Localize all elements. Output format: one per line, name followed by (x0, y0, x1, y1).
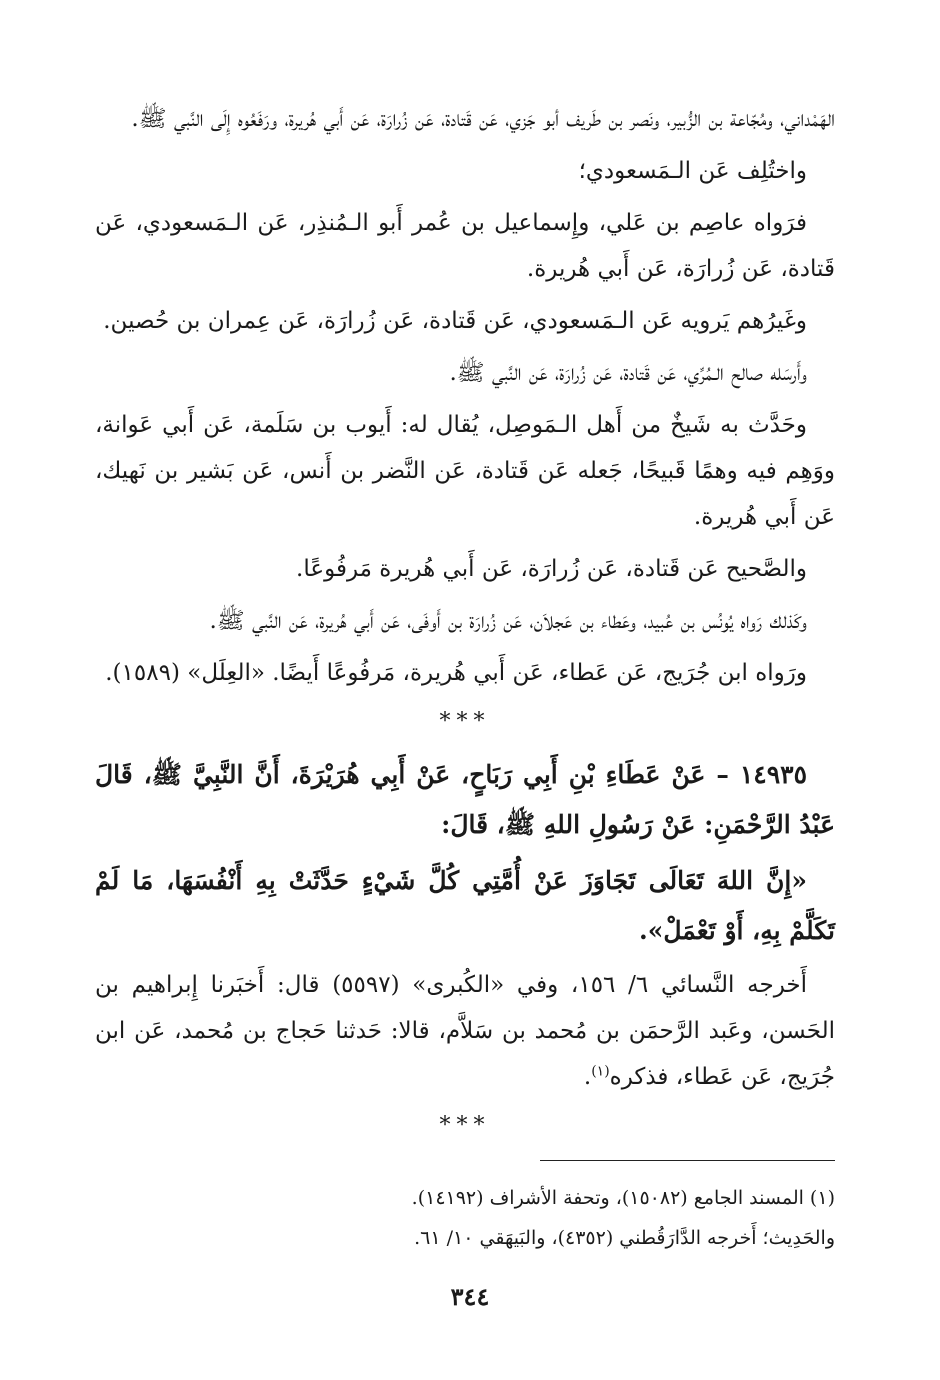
footnote: (١) المسند الجامع (١٥٠٨٢)، وتحفة الأشراف (١٤١٩٢). (411, 1187, 835, 1209)
paragraph: والصَّحيح عَن قَتادة، عَن زُرارَة، عَن أَبي هُريرة مَرفُوعًا. (296, 556, 807, 582)
paragraph: وأَرسَله صالح الـمُرِّي، عَن قَتادة، عَن زُرارَة، عَن النَّبي ﷺ. (449, 360, 807, 386)
section-separator: *** (439, 1113, 491, 1138)
hadith-isnad: – عَنْ عَطَاءِ بْنِ أَبِي رَبَاحٍ، عَنْ أَبِي هُرَيْرَةَ، أَنَّ النَّبِيَّ ﷺ، قَالَ عَبْدُ الرَّحْمَنِ: عَنْ رَسُولِ اللهِ ﷺ، قَالَ: (95, 760, 835, 839)
paragraph: واختُلِف عَن الـمَسعودي؛ (578, 158, 807, 184)
takhrij-paragraph (95, 962, 835, 1100)
page-number: ٣٤٤ (450, 1282, 490, 1311)
hadith-text: «إِنَّ اللهَ تَعَالَى تَجَاوَزَ عَنْ أُمَّتِي كُلَّ شَيْءٍ حَدَّثَتْ بِهِ أَنْفُسَهَا، مَا لَمْ تَكَلَّمْ بِهِ، أَوْ تَعْمَلْ». (95, 866, 835, 945)
main-text (95, 96, 835, 1154)
paragraph: ورَواه ابن جُرَيج، عَن عَطاء، عَن أَبي هُريرة، مَرفُوعًا أَيضًا. «العِلَل» (١٥٨٩). (105, 660, 807, 686)
footnote-ref[interactable]: (١) (591, 1063, 610, 1080)
hadith-heading (95, 750, 835, 850)
paragraph: الهَمْداني، ومُجّاعة بن الزُّبير، ونَصر بن طَريف أبو جَزي، عَن قَتادة، عَن زُرارَة، عَن أَبي هُريرة، ورَفَعُوه إِلَى النَّبي ﷺ. (131, 106, 835, 132)
takhrij-end: . (583, 1064, 592, 1090)
footnote: والحَدِيث؛ أَخرجه الدَّارَقُطني (٤٣٥٢)، والبَيهَقي ١٠/ ٦١. (414, 1227, 835, 1249)
footnotes (110, 1178, 835, 1258)
paragraph: وغَيرُهم يَرويه عَن الـمَسعودي، عَن قَتادة، عَن زُرارَة، عَن عِمران بن حُصين. (103, 308, 807, 334)
paragraph: وكَذلك رَواه يُونُس بن عُبيد، وعَطاء بن عَجلاَن، عَن زُرارَة بن أَوفَى، عَن أَبي هُريرة، عَن النَّبي ﷺ. (209, 608, 807, 634)
section-separator: *** (439, 709, 491, 734)
footnote-separator (540, 1160, 835, 1161)
hadith-number: ١٤٩٣٥ (739, 760, 807, 789)
paragraph: وحَدَّث به شَيخٌ من أَهل الـمَوصِل، يُقال له: أَيوب بن سَلَمة، عَن أَبي عَوانة، ووَهِم فيه وهمًا قَبيحًا، جَعله عَن قَتادة، عَن النَّضر بن أَنس، عَن بَشير بن نَهيك، عَن أَبي هُريرة. (95, 412, 835, 530)
paragraph: فرَواه عاصِم بن عَلي، وإِسماعيل بن عُمر أَبو الـمُنذِر، عَن الـمَسعودي، عَن قَتادة، عَن زُرارَة، عَن أَبي هُريرة. (95, 210, 835, 282)
takhrij-text: أَخرجه النَّسائي ٦/ ١٥٦، وفي «الكُبرى» (٥٥٩٧) قال: أَخبَرنا إِبراهيم بن الحَسن، وعَبد الرَّحمَن بن مُحمد بن سَلاَّم، قالا: حَدثنا حَجاج بن مُحمد، عَن ابن جُرَيج، عَن عَطاء، فذكره (95, 972, 835, 1090)
